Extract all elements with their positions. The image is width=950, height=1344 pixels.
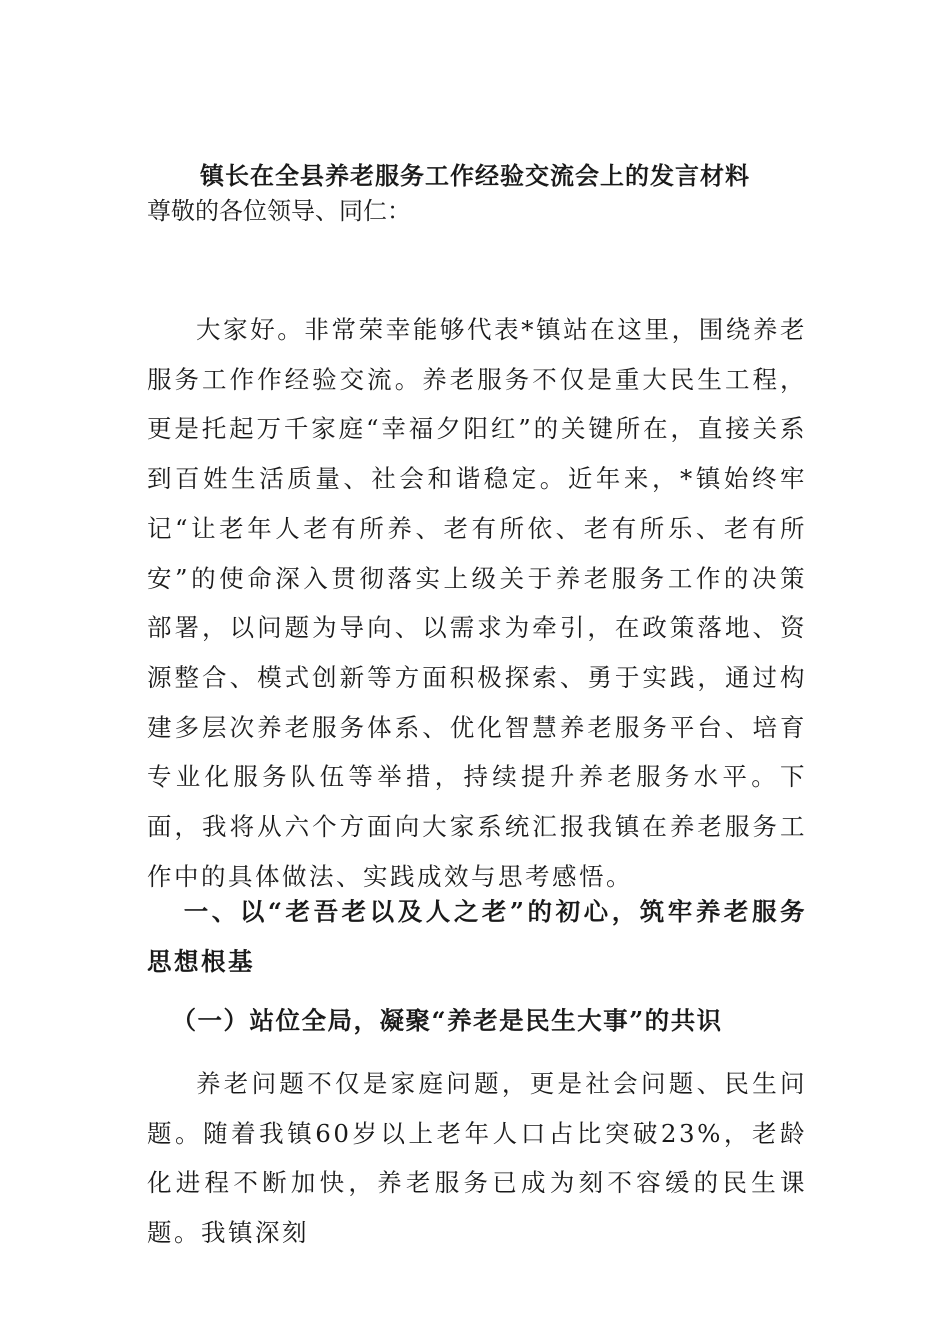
body-paragraph-intro: 大家好。非常荣幸能够代表*镇站在这里，围绕养老服务工作作经验交流。养老服务不仅是重大民生工程，更是托起万千家庭“幸福夕阳红”的关键所在，直接关系到百姓生活质量、社会和谐稳定。近年来，*镇始终牢记“让老年人老有所养、老有所依、老有所乐、老有所安”的使命深入贯彻落实上级关于养老服务工作的决策部署，以问题为导向、以需求为牵引，在政策落地、资源整合、模式创新等方面积极探索、勇于实践，通过构建多层次养老服务体系、优化智慧养老服务平台、培育专业化服务队伍等举措，持续提升养老服务水平。下面，我将从六个方面向大家系统汇报我镇在养老服务工作中的具体做法、实践成效与思考感悟。 — [147, 315, 807, 891]
section-heading-1: 一、以“老吾老以及人之老”的初心，筑牢养老服务思想根基 — [147, 897, 807, 976]
subsection-heading-1-1: （一）站位全局，凝聚“养老是民生大事”的共识 — [171, 1006, 723, 1035]
salutation: 尊敬的各位领导、同仁： — [147, 197, 411, 225]
body-paragraph-1-1: 养老问题不仅是家庭问题，更是社会问题、民生问题。随着我镇60岁以上老年人口占比突破23%，老龄化进程不断加快，养老服务已成为刻不容缓的民生课题。我镇深刻 — [147, 1069, 807, 1248]
document-title: 镇长在全县养老服务工作经验交流会上的发言材料 — [200, 161, 750, 190]
